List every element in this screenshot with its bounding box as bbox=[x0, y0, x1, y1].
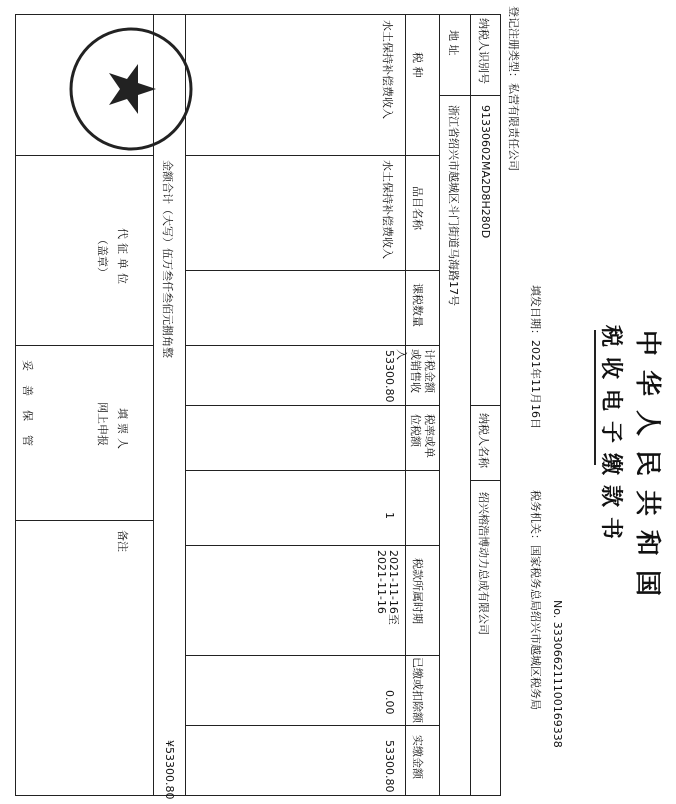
col-line bbox=[185, 155, 440, 156]
row-item-name: 水土保持补偿费收入 bbox=[381, 160, 394, 259]
header-qty: 课税数量 bbox=[411, 283, 424, 327]
taxpayer-id-label: 纳税人识别号 bbox=[477, 18, 490, 84]
fill-date: 填发日期：2021年11月16日 bbox=[529, 285, 542, 429]
taxpayer-name-label: 纳税人名称 bbox=[477, 413, 490, 468]
frame-right bbox=[15, 795, 501, 796]
remark-label: 备注 bbox=[116, 530, 129, 552]
address-value: 浙江省绍兴市越城区斗门街道马海路17号 bbox=[447, 105, 460, 306]
col-line bbox=[185, 405, 440, 406]
col-line bbox=[470, 405, 501, 406]
row-amount-basis: 53300.80 bbox=[383, 350, 396, 403]
document-title: 中华人民共和国 bbox=[632, 330, 662, 611]
collector-stamp: （盖章） bbox=[96, 234, 109, 278]
frame-bottom bbox=[15, 14, 16, 796]
header-tax-type: 税 种 bbox=[411, 52, 424, 78]
row-paid: 0.00 bbox=[383, 690, 396, 715]
row-tax-type: 水土保持补偿费收入 bbox=[381, 20, 394, 119]
tax-office: 税务机关：国家税务总局绍兴市越城区税务局 bbox=[529, 490, 542, 710]
document-number: No. 333066211100169338 bbox=[551, 600, 564, 748]
col-line bbox=[185, 545, 440, 546]
col-line bbox=[185, 655, 440, 656]
taxpayer-id-value: 91330602MA2D8H280D bbox=[479, 105, 492, 239]
issuer-label: 填票人 bbox=[116, 408, 129, 453]
row-actual: 53300.80 bbox=[383, 740, 396, 793]
header-paid: 已缴或扣除额 bbox=[411, 657, 424, 723]
registration-type: 登记注册类型：私营有限责任公司 bbox=[507, 6, 520, 171]
keep-note: 妥善保管 bbox=[21, 360, 34, 460]
document-subtitle: 税收电子缴款书 bbox=[598, 325, 623, 550]
header-amount-basis: 计税金额或销售收入 bbox=[395, 349, 436, 393]
frame-left bbox=[15, 14, 501, 15]
row-period-start: 2021-11-16至 bbox=[387, 550, 400, 625]
header-rate: 税率或单位税额 bbox=[409, 414, 436, 458]
col-line bbox=[185, 470, 440, 471]
row-period-end: 2021-11-16 bbox=[375, 550, 388, 614]
col-line bbox=[470, 480, 501, 481]
official-seal-icon bbox=[66, 24, 196, 154]
header-item-name: 品目名称 bbox=[411, 186, 424, 230]
col-line bbox=[185, 270, 440, 271]
col-line bbox=[185, 725, 440, 726]
collector-label: 代征单位 bbox=[116, 228, 129, 288]
col-line bbox=[15, 345, 154, 346]
address-label: 地 址 bbox=[447, 30, 460, 56]
taxpayer-name-value: 绍兴榕浩博动力总成有限公司 bbox=[477, 492, 490, 635]
header-actual: 实缴金额 bbox=[411, 735, 424, 779]
col-line bbox=[15, 520, 154, 521]
total-amount-words: 金额合计（大写）伍万叁仟叁佰元捌角整 bbox=[161, 160, 174, 358]
row-rate: 1 bbox=[383, 512, 396, 519]
col-line bbox=[15, 155, 154, 156]
col-line bbox=[185, 345, 440, 346]
col-line bbox=[439, 95, 501, 96]
issuer-value: 网上申报 bbox=[96, 402, 109, 446]
total-amount-value: ¥53300.80 bbox=[163, 740, 176, 800]
header-period: 税款所属时期 bbox=[411, 558, 424, 624]
subtitle-underline bbox=[594, 330, 596, 465]
